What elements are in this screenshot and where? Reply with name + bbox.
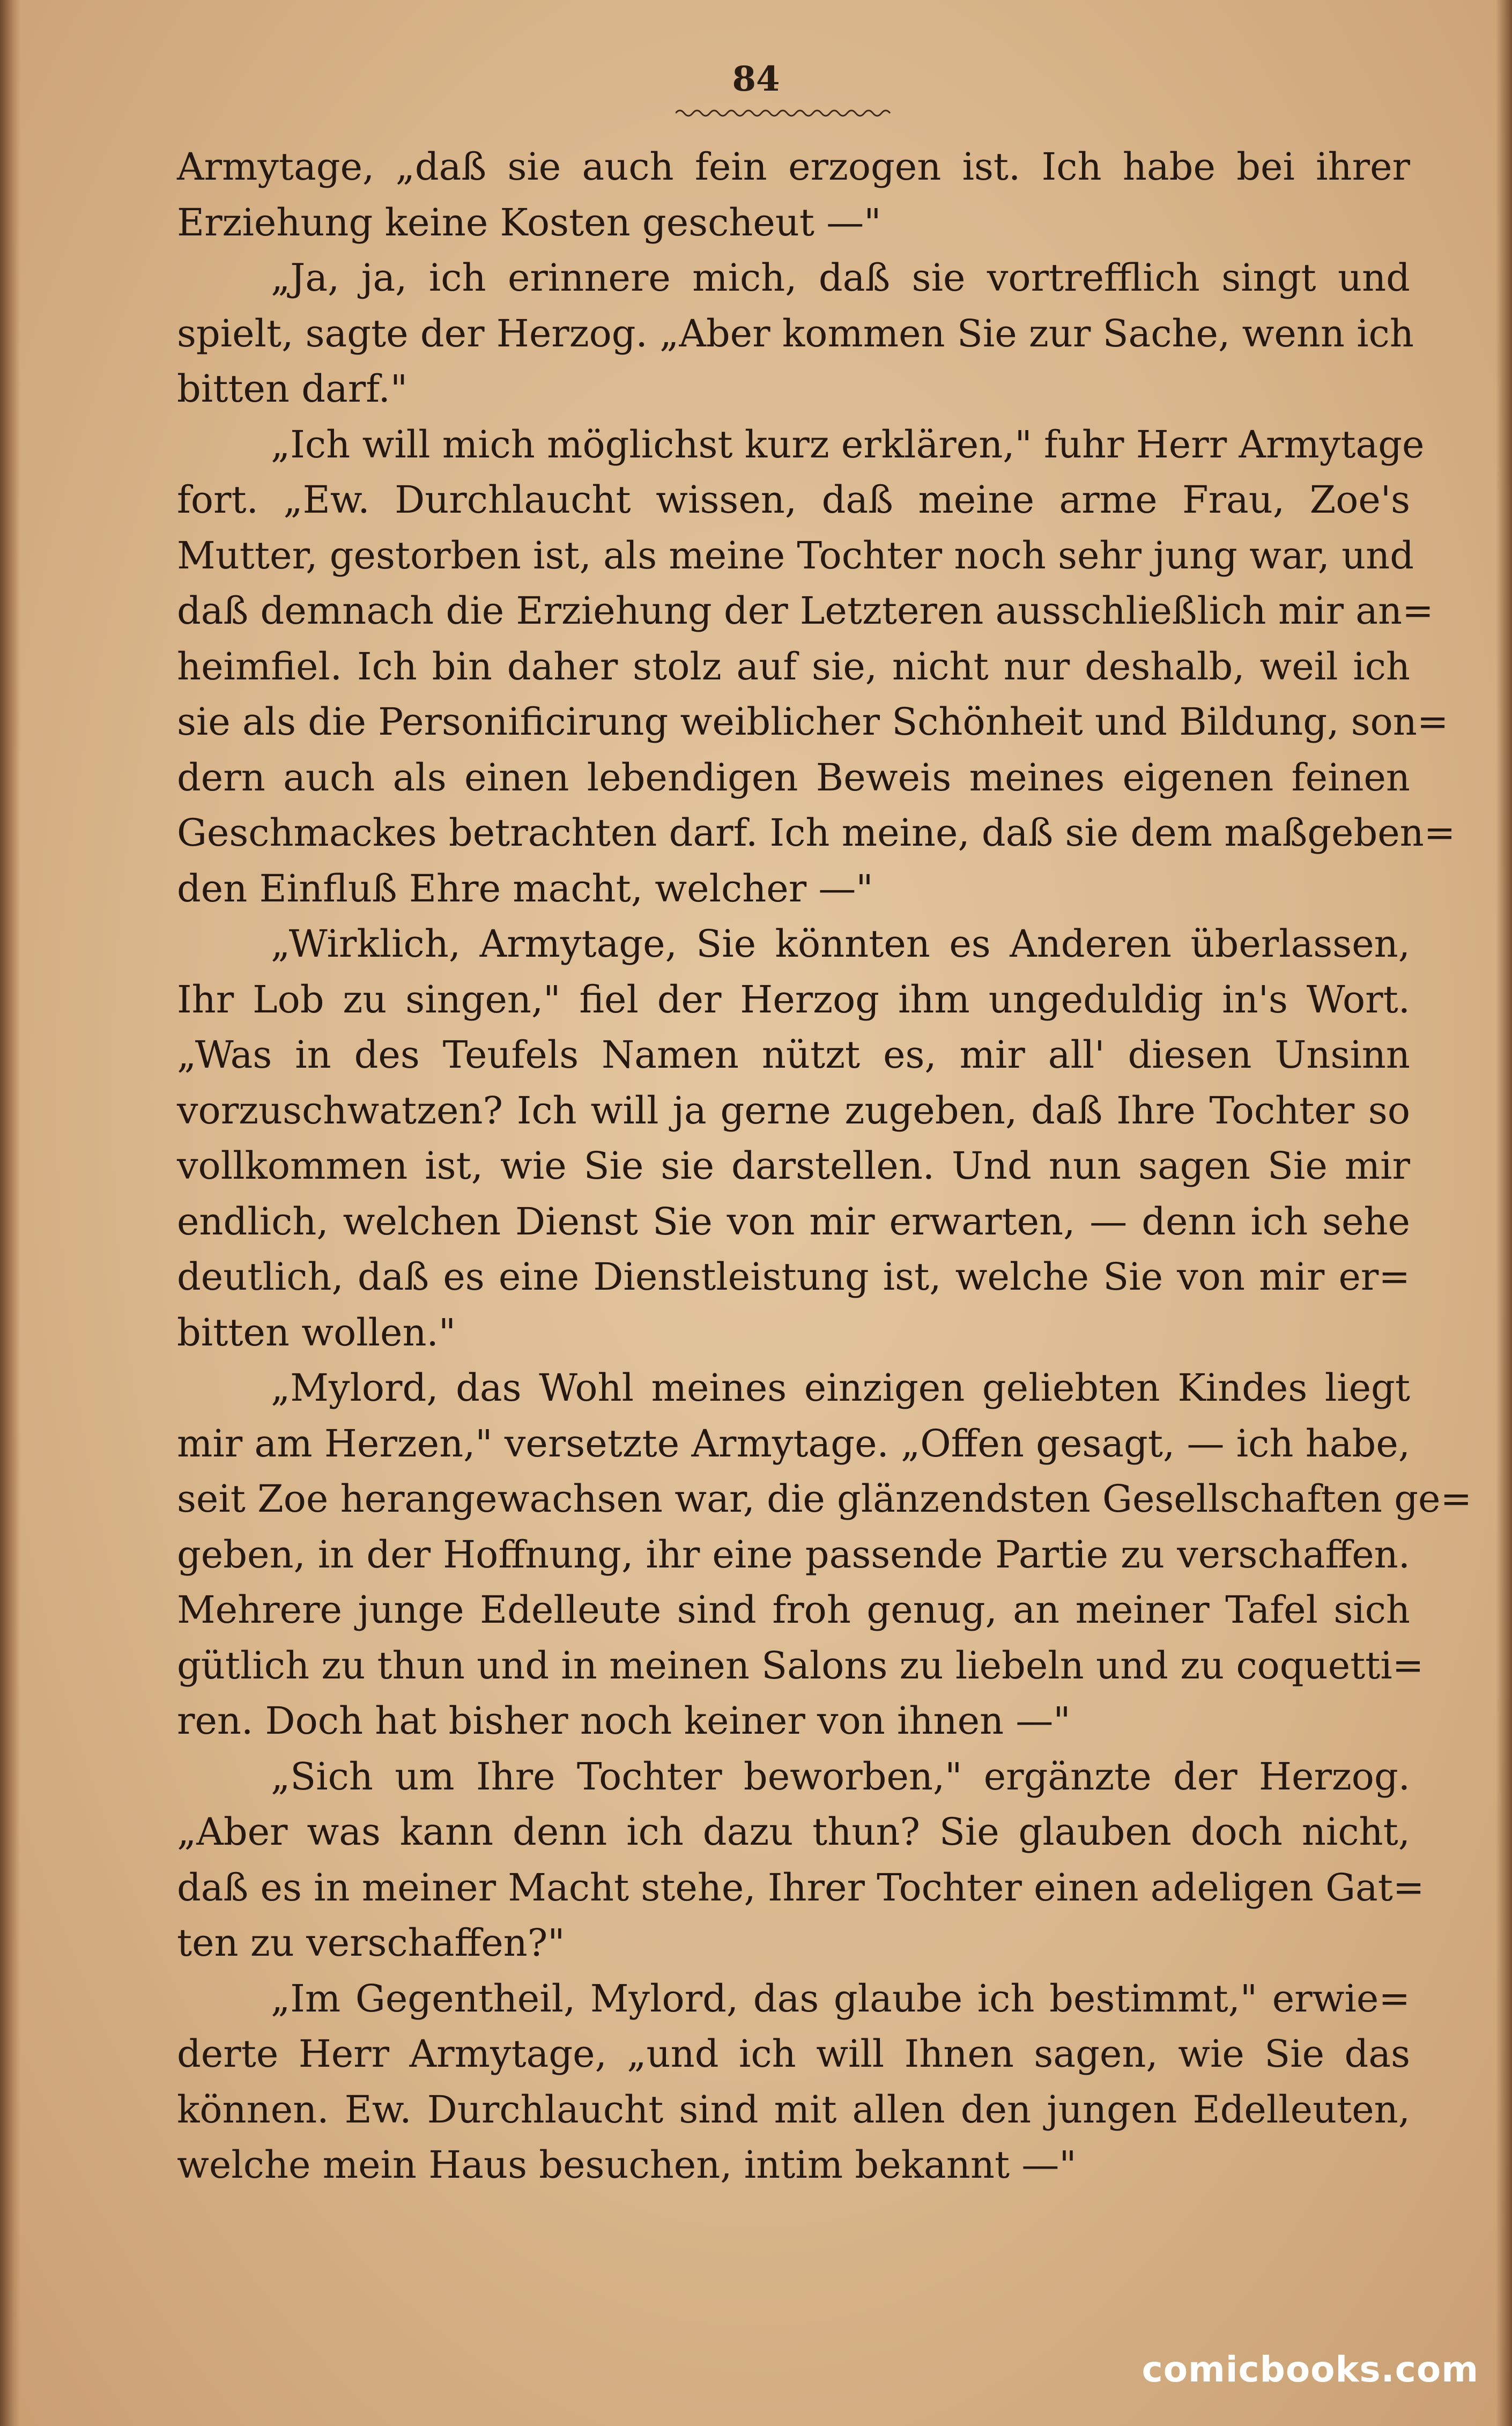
text-line: ten zu verschaffen?" <box>177 1921 565 1965</box>
text-line: daß es in meiner Macht stehe, Ihrer Tochter einen adeligen Gat= <box>177 1865 1425 1910</box>
text-line: „Was in des Teufels Namen nützt es, mir all' diesen Unsinn <box>177 1033 1410 1077</box>
text-line: spielt, sagte der Herzog. „Aber kommen Sie zur Sache, wenn ich <box>177 311 1414 356</box>
text-line: können. Ew. Durchlaucht sind mit allen den jungen Edelleuten, <box>177 2087 1410 2132</box>
text-line: Mehrere junge Edelleute sind froh genug, an meiner Tafel sich <box>177 1588 1410 1632</box>
text-line: Ihr Lob zu singen," fiel der Herzog ihm ungeduldig in's Wort. <box>177 977 1410 1022</box>
text-line: Geschmackes betrachten darf. Ich meine, daß sie dem maßgeben= <box>177 811 1456 855</box>
text-line: „Ja, ja, ich erinnere mich, daß sie vortrefflich singt und <box>271 256 1410 300</box>
text-line: vollkommen ist, wie Sie sie darstellen. Und nun sagen Sie mir <box>177 1144 1410 1188</box>
page-edge-right <box>1496 0 1512 2426</box>
text-line: „Sich um Ihre Tochter beworben," ergänzte der Herzog. <box>271 1754 1410 1799</box>
text-line: ren. Doch hat bisher noch keiner von ihnen —" <box>177 1699 1071 1743</box>
text-line: heimfiel. Ich bin daher stolz auf sie, nicht nur deshalb, weil ich <box>177 644 1410 689</box>
text-line: „Im Gegentheil, Mylord, das glaube ich bestimmt," erwie= <box>271 1976 1410 2021</box>
page-edge-left <box>0 0 20 2426</box>
text-line: den Einfluß Ehre macht, welcher —" <box>177 866 873 911</box>
text-line: derte Herr Armytage, „und ich will Ihnen sagen, wie Sie das <box>177 2032 1410 2076</box>
text-line: gütlich zu thun und in meinen Salons zu liebeln und zu coquetti= <box>177 1643 1424 1688</box>
text-line: fort. „Ew. Durchlaucht wissen, daß meine arme Frau, Zoe's <box>177 478 1410 522</box>
text-line: daß demnach die Erziehung der Letzteren ausschließlich mir an= <box>177 589 1434 633</box>
text-line: deutlich, daß es eine Dienstleistung ist, welche Sie von mir er= <box>177 1255 1410 1299</box>
page-number: 84 <box>732 59 780 99</box>
body-text <box>177 139 1472 2193</box>
text-line: vorzuschwatzen? Ich will ja gerne zugeben, daß Ihre Tochter so <box>177 1088 1410 1133</box>
text-line: Erziehung keine Kosten gescheut —" <box>177 200 881 245</box>
wave-ornament <box>676 106 895 120</box>
text-line: seit Zoe herangewachsen war, die glänzendsten Gesellschaften ge= <box>177 1477 1472 1521</box>
text-line: bitten wollen." <box>177 1310 456 1355</box>
text-line: welche mein Haus besuchen, intim bekannt —" <box>177 2143 1077 2187</box>
text-line: „Mylord, das Wohl meines einzigen geliebten Kindes liegt <box>271 1366 1410 1410</box>
text-line: „Wirklich, Armytage, Sie könnten es Anderen überlassen, <box>271 922 1410 966</box>
text-line: sie als die Personificirung weiblicher Schönheit und Bildung, son= <box>177 700 1449 744</box>
text-line: „Aber was kann denn ich dazu thun? Sie glauben doch nicht, <box>177 1810 1410 1854</box>
text-line: endlich, welchen Dienst Sie von mir erwarten, — denn ich sehe <box>177 1199 1410 1244</box>
text-line: Mutter, gestorben ist, als meine Tochter noch sehr jung war, und <box>177 533 1414 578</box>
text-line: mir am Herzen," versetzte Armytage. „Offen gesagt, — ich habe, <box>177 1421 1410 1466</box>
text-line: bitten darf." <box>177 367 408 411</box>
text-line: Armytage, „daß sie auch fein erzogen ist. Ich habe bei ihrer <box>177 145 1410 189</box>
text-line: dern auch als einen lebendigen Beweis meines eigenen feinen <box>177 755 1410 800</box>
watermark: comicbooks.com <box>1142 2349 1479 2390</box>
text-line: „Ich will mich möglichst kurz erklären," fuhr Herr Armytage <box>271 422 1425 467</box>
text-line: geben, in der Hoffnung, ihr eine passende Partie zu verschaffen. <box>177 1532 1410 1577</box>
